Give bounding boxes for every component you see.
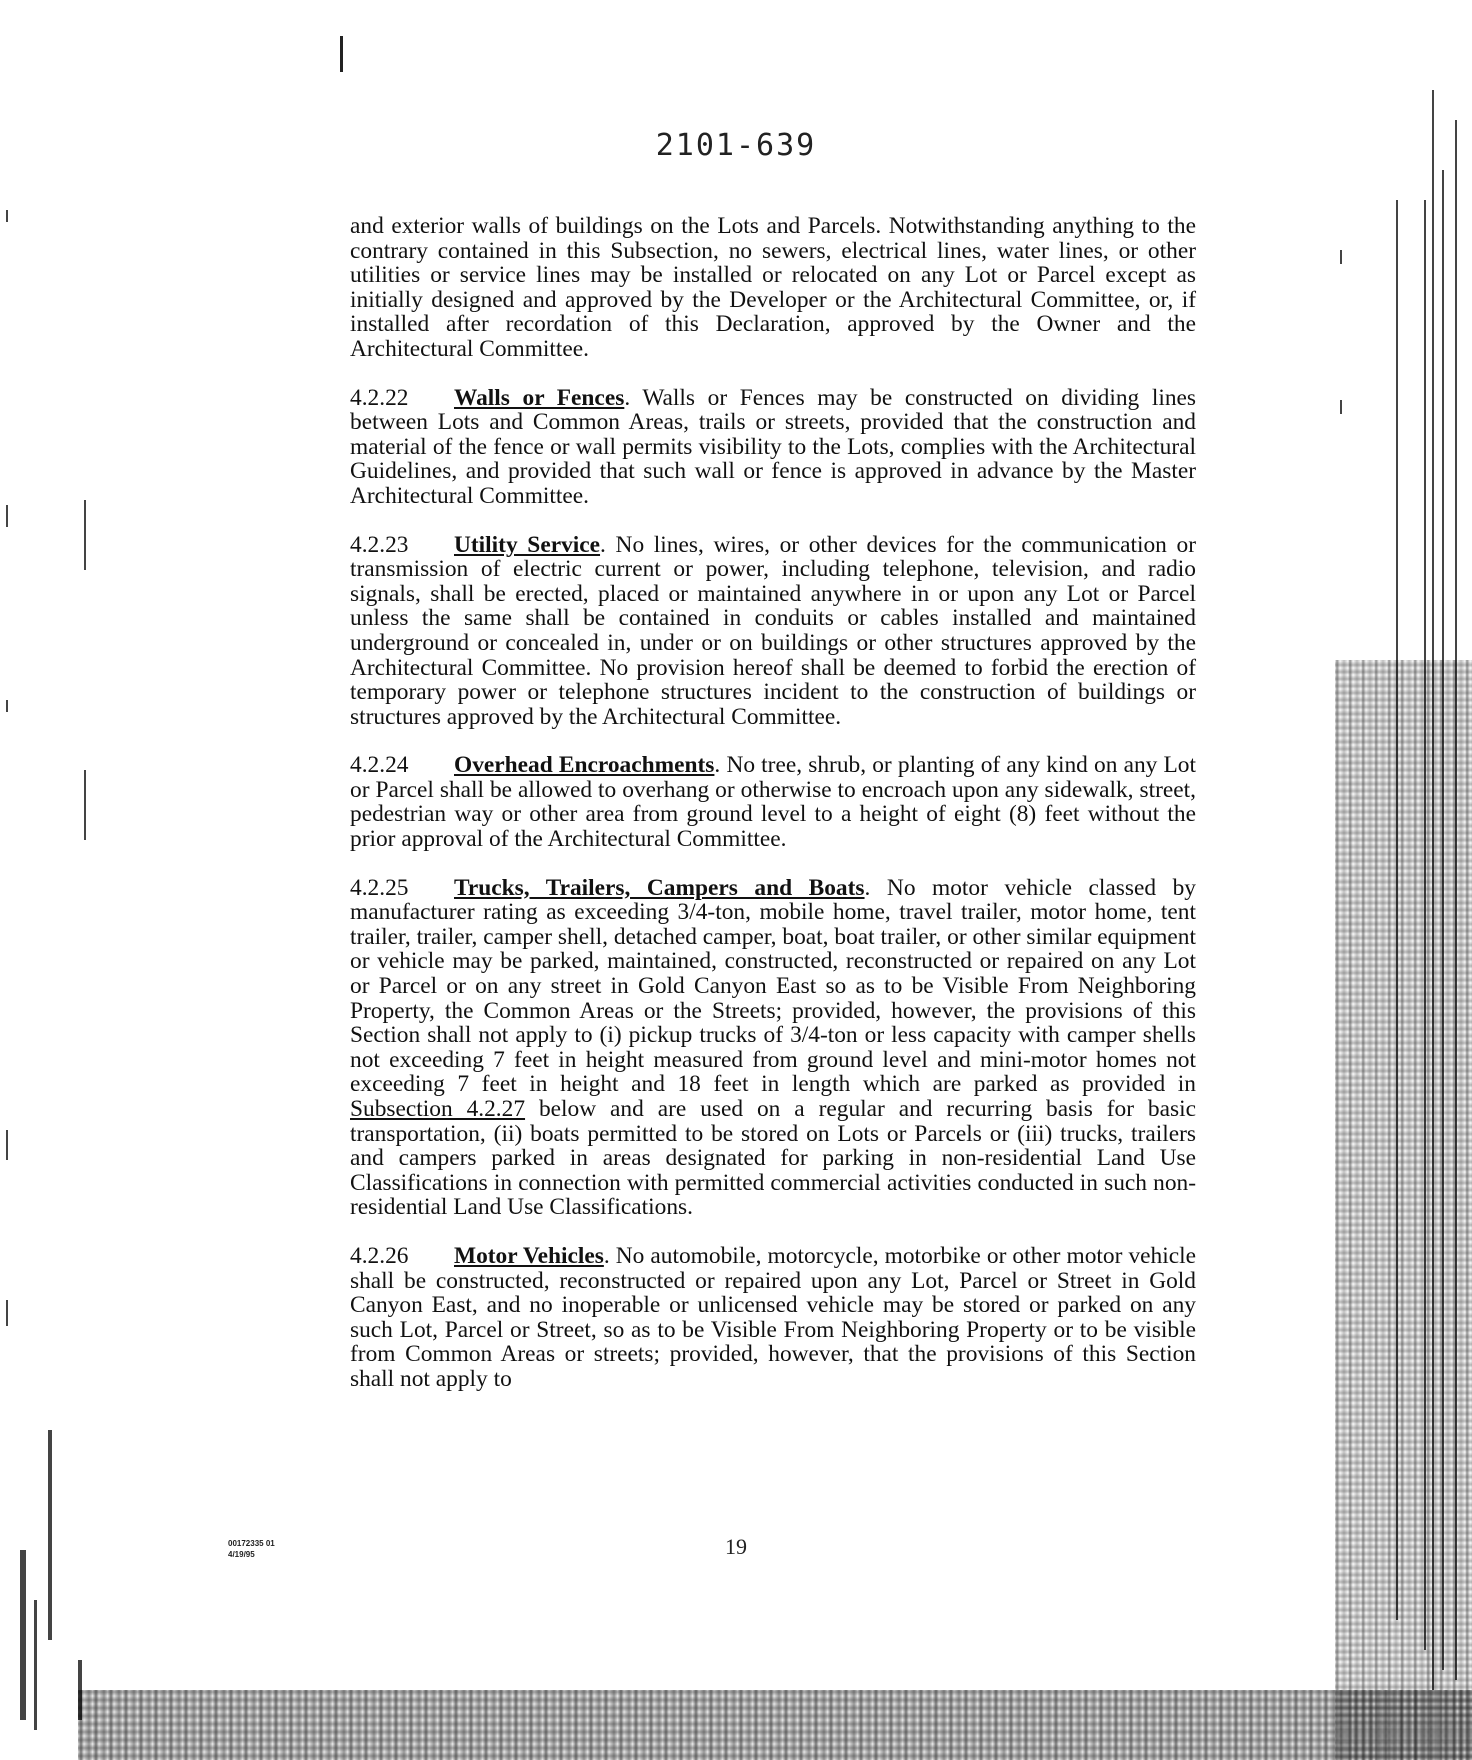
scan-noise-bottom	[78, 1690, 1472, 1760]
section-title: Trucks, Trailers, Campers and Boats	[454, 874, 865, 901]
cross-reference-link: Subsection 4.2.27	[350, 1096, 526, 1122]
section-text: No automobile, motorcycle, motorbike or other motor vehicle shall be constructed, reconstructed or repaired upon any Lot, Parcel or Street in Gold Canyon East, and no inoperable or unlicensed vehicle may be stored or parked on any such Lot, Parcel or Street, so as to be Visible From Neighboring Property or to be visible from Common Areas or streets; provided, however, that the provisions of this Section shall not apply to	[350, 1242, 1196, 1392]
paragraph-continuation	[350, 214, 1196, 362]
section-4-2-24: 4.2.24 Overhead Encroachments. No tree, shrub, or planting of any kind on any Lot or Parcel shall be allowed to overhang or otherwise to encroach upon any sidewalk, street, pedestrian way or other area from ground level to a height of eight (8) feet without the prior approval of the Architectural Committee.	[350, 752, 1196, 853]
scan-margin-mark	[340, 36, 343, 72]
section-number: 4.2.23	[350, 531, 409, 558]
page-number: 19	[725, 1534, 747, 1559]
document-code-date: 4/19/95	[228, 1550, 255, 1559]
section-title: Walls or Fences	[454, 384, 625, 411]
document-body	[350, 214, 1196, 1416]
scan-noise-right	[1335, 660, 1472, 1760]
section-number: 4.2.24	[350, 752, 409, 779]
section-title: Overhead Encroachments	[454, 752, 715, 779]
section-number: 4.2.22	[350, 384, 409, 411]
section-title: Utility Service	[454, 531, 601, 558]
section-number: 4.2.25	[350, 874, 409, 901]
document-number: 2101-639	[655, 128, 817, 163]
section-4-2-23: 4.2.23 Utility Service. No lines, wires, or other devices for the communication or transmission of electric current or power, including telephone, television, and radio signals, shall be erected, placed or maintained anywhere in or upon any Lot or Parcel unless the same shall be contained in conduits or cables installed and maintained underground or concealed in, under or on buildings or other structures approved by the Architectural Committee. No provision hereof shall be deemed to forbid the erection of temporary power or telephone structures incident to the construction of buildings or structures approved by the Architectural Committee.	[350, 531, 1196, 730]
section-number: 4.2.26	[350, 1242, 409, 1269]
section-4-2-26: 4.2.26 Motor Vehicles. No automobile, motorcycle, motorbike or other motor vehicle shall be constructed, reconstructed or repaired upon any Lot, Parcel or Street in Gold Canyon East, and no inoperable or unlicensed vehicle may be stored or parked on any such Lot, Parcel or Street, so as to be Visible From Neighboring Property or to be visible from Common Areas or streets; provided, however, that the provisions of this Section shall not apply to	[350, 1242, 1196, 1392]
section-4-2-22: 4.2.22 Walls or Fences. Walls or Fences may be constructed on dividing lines between Lots and Common Areas, trails or streets, provided that the construction and material of the fence or wall permits visibility to the Lots, complies with the Architectural Guidelines, and provided that such wall or fence is approved in advance by the Master Architectural Committee.	[350, 384, 1196, 509]
paragraph-text: and exterior walls of buildings on the Lots and Parcels. Notwithstanding anything to the contrary contained in this Subsection, no sewers, electrical lines, water lines, or other utilities or service lines may be installed or relocated on any Lot or Parcel except as initially designed and approved by the Developer or the Architectural Committee, or, if installed after recordation of this Declaration, approved by the Owner and the Architectural Committee.	[350, 213, 1196, 362]
section-text-continued: below and are used on a regular and recurring basis for basic transportation, (ii) boats permitted to be stored on Lots or Parcels or (iii) trucks, trailers and campers parked in areas designated for parking in non-residential Land Use Classifications in connection with permitted commercial activities conducted in such non-residential Land Use Classifications.	[350, 1096, 1196, 1221]
section-4-2-25: 4.2.25 Trucks, Trailers, Campers and Boats. No motor vehicle classed by manufacturer rating as exceeding 3/4-ton, mobile home, travel trailer, motor home, tent trailer, trailer, camper shell, detached camper, boat, boat trailer, or other similar equipment or vehicle may be parked, maintained, constructed, reconstructed or repaired on any Lot or Parcel or on any street in Gold Canyon East so as to be Visible From Neighboring Property, the Common Areas or the Streets; provided, however, the provisions of this Section shall not apply to (i) pickup trucks of 3/4-ton or less capacity with camper shells not exceeding 7 feet in height measured from ground level and mini-motor homes not exceeding 7 feet in height and 18 feet in length which are parked as provided in Subsection 4.2.27 below and are used on a regular and recurring basis for basic transportation, (ii) boats permitted to be stored on Lots or Parcels or (iii) trucks, trailers and campers parked in areas designated for parking in non-residential Land Use Classifications in connection with permitted commercial activities conducted in such non-residential Land Use Classifications.	[350, 874, 1196, 1221]
section-text: Walls or Fences may be constructed on dividing lines between Lots and Common Areas, trails or streets, provided that the construction and material of the fence or wall permits visibility to the Lots, complies with the Architectural Guidelines, and provided that such wall or fence is approved in advance by the Master Architectural Committee.	[350, 384, 1196, 509]
document-code-id: 00172335 01	[228, 1539, 275, 1548]
section-text: No lines, wires, or other devices for the communication or transmission of electric current or power, including telephone, television, and radio signals, shall be erected, placed or maintained anywhere in or upon any Lot or Parcel unless the same shall be contained in conduits or cables installed and maintained underground or concealed in, under or on buildings or other structures approved by the Architectural Committee. No provision hereof shall be deemed to forbid the erection of temporary power or telephone structures incident to the construction of buildings or structures approved by the Architectural Committee.	[350, 531, 1196, 730]
section-title: Motor Vehicles	[454, 1242, 604, 1269]
section-text: No motor vehicle classed by manufacturer rating as exceeding 3/4-ton, mobile home, travel trailer, motor home, tent trailer, trailer, camper shell, detached camper, boat, boat trailer, or other similar equipment or vehicle may be parked, maintained, constructed, reconstructed or repaired on any Lot or Parcel or on any street in Gold Canyon East so as to be Visible From Neighboring Property, the Common Areas or the Streets; provided, however, the provisions of this Section shall not apply to (i) pickup trucks of 3/4-ton or less capacity with camper shells not exceeding 7 feet in height measured from ground level and mini-motor homes not exceeding 7 feet in height and 18 feet in length which are parked as provided in	[350, 874, 1196, 1098]
section-text: No tree, shrub, or planting of any kind on any Lot or Parcel shall be allowed to overhang or otherwise to encroach upon any sidewalk, street, pedestrian way or other area from ground level to a height of eight (8) feet without the prior approval of the Architectural Committee.	[350, 752, 1196, 853]
